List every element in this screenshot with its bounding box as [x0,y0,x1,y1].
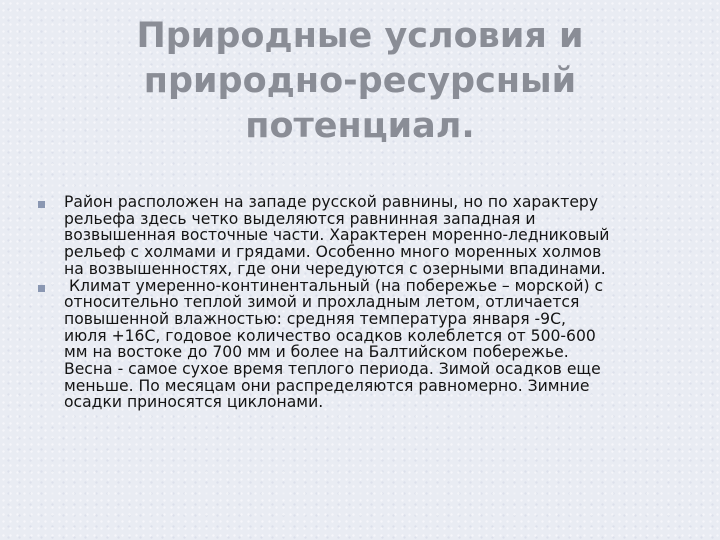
bullet-item-climate [36,278,676,412]
bullet-line: относительно теплой зимой и прохладным летом, отличается [64,293,580,312]
bullet-line: повышенной влажностью: средняя температура января -9С, [64,309,566,328]
slide-title-line: Природные условия и [136,16,584,56]
bullet-line: рельефа здесь четко выделяются равнинная западная и [64,209,536,228]
bullet-line: осадки приносятся циклонами. [64,393,324,412]
bullet-line: июля +16С, годовое количество осадков колеблется от 500-600 [64,326,596,345]
bullet-line: возвышенная восточные части. Характерен моренно-ледниковый [64,226,610,245]
bullet-line: Климат умеренно-континентальный (на побережье – морской) с [64,276,604,295]
bullet-item-relief [36,194,676,278]
bullet-line: Район расположен на западе русской равнины, но по характеру [64,193,599,211]
bullet-text [64,194,676,278]
bullet-line: меньше. По месяцам они распределяются равномерно. Зимние [64,376,590,395]
bullet-line: Весна - самое сухое время теплого периода. Зимой осадков еще [64,360,601,379]
bullet-line: рельеф с холмами и грядами. Особенно много моренных холмов [64,243,602,262]
square-bullet-icon [38,201,45,208]
bullet-list [36,194,676,411]
bullet-text [64,278,676,412]
bullet-line: мм на востоке до 700 мм и более на Балтийском побережье. [64,343,569,362]
slide-title [60,14,660,149]
slide-title-line: природно-ресурсный [143,61,577,101]
square-bullet-icon [38,285,45,292]
bullet-line: на возвышенностях, где они чередуются с озерными впадинами. [64,259,606,278]
slide-title-line: потенциал. [245,106,475,146]
